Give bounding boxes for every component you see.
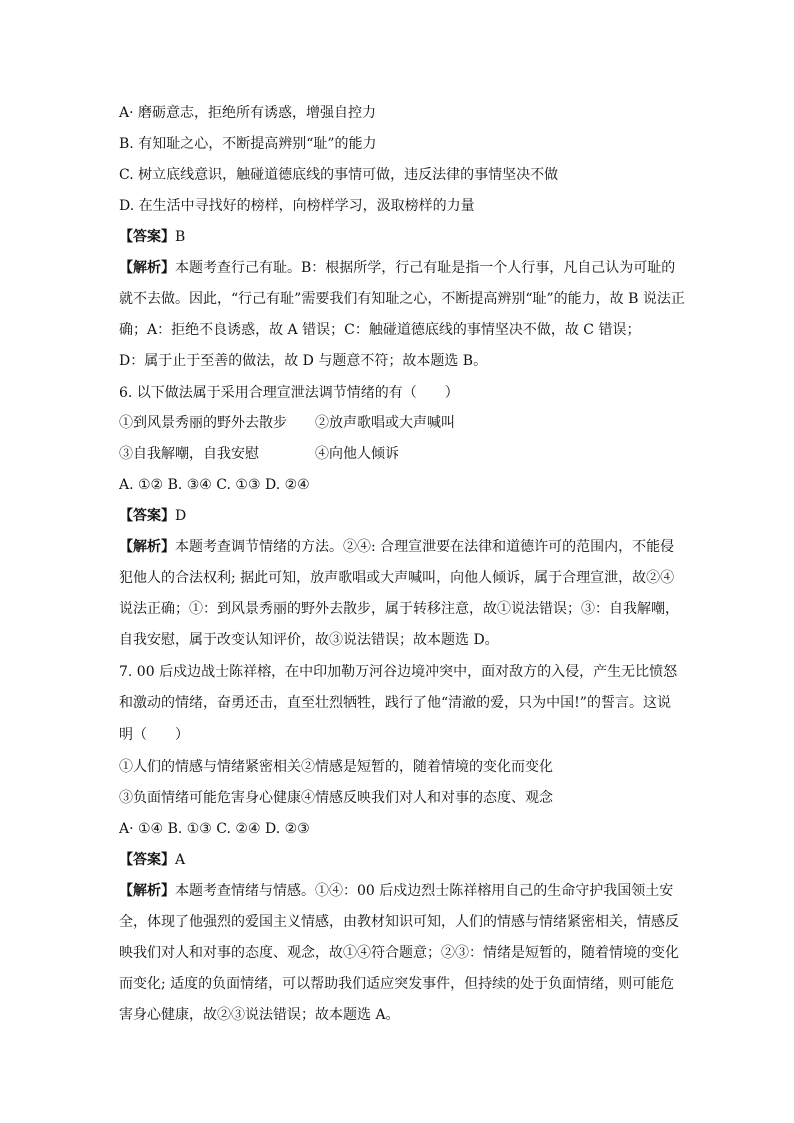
q7-analysis-line: 全，体现了他强烈的爱国主义情感，由教材知识可知，人们的情感与情绪紧密相关，情感反 [119, 914, 679, 930]
q6-items-row2: ③自我解嘲，自我安慰 ④向他人倾诉 [119, 446, 399, 462]
q7-stem-line: 7. 00 后戍边战士陈祥榕，在中印加勒万河谷边境冲突中，面对敌方的入侵，产生无比愤怒 [119, 664, 678, 680]
q5-option-d: D. 在生活中寻找好的榜样，向榜样学习，汲取榜样的力量 [119, 198, 475, 214]
q5-analysis-line: 确；A：拒绝不良诱惑，故 A 错误；C：触碰道德底线的事情坚决不做，故 C 错误； [119, 322, 641, 338]
analysis-label: 【解析】 [119, 883, 175, 899]
analysis-text: 本题考查调节情绪的方法。②④: 合理宣泄要在法律和道德许可的范围内，不能侵 [175, 539, 675, 555]
q7-items-row2: ③负面情绪可能危害身心健康④情感反映我们对人和对事的态度、观念 [119, 790, 553, 806]
q7-answer [119, 850, 679, 870]
q6-stem: 6. 以下做法属于采用合理宣泄法调节情绪的有（ ） [119, 385, 459, 401]
q7-analysis-line: 而变化; 适度的负面情绪，可以帮助我们适应突发事件，但持续的处于负面情绪，则可能危 [119, 976, 675, 992]
q7-stem-line: 明（ ） [119, 727, 189, 743]
q6-items-row1: ①到风景秀丽的野外去散步 ②放声歌唱或大声喊叫 [119, 415, 455, 431]
answer-value: D [175, 508, 187, 524]
analysis-text: 本题考查情绪与情感。①④：00 后戍边烈士陈祥榕用自己的生命守护我国领土安 [175, 883, 674, 899]
analysis-text: 本题考查行己有耻。B：根据所学，行己有耻是指一个人行事，凡自己认为可耻的 [175, 260, 676, 276]
q6-answer [119, 506, 679, 526]
q5-answer [119, 227, 679, 247]
q5-analysis-line: D：属于止于至善的做法，故 D 与题意不符；故本题选 B。 [119, 353, 488, 369]
q7-analysis-line: 害身心健康，故②③说法错误；故本题选 A。 [119, 1007, 400, 1023]
analysis-label: 【解析】 [119, 539, 175, 555]
q5-option-a: A· 磨砺意志，拒绝所有诱惑，增强自控力 [119, 105, 377, 121]
q6-analysis-line: 自我安慰，属于改变认知评价，故③说法错误；故本题选 D。 [119, 632, 499, 648]
q6-analysis-line [119, 537, 679, 557]
q7-analysis-line: 映我们对人和对事的态度、观念，故①④符合题意；②③：情绪是短暂的，随着情境的变化 [119, 945, 679, 961]
q6-analysis-line: 犯他人的合法权利; 据此可知，放声歌唱或大声喊叫，向他人倾诉，属于合理宣泄，故②④ [119, 570, 675, 586]
q5-option-c: C. 树立底线意识，触碰道德底线的事情可做，违反法律的事情坚决不做 [119, 167, 559, 183]
analysis-label: 【解析】 [119, 260, 175, 276]
q5-option-b: B. 有知耻之心，不断提高辨别“耻”的能力 [119, 136, 377, 152]
q6-choices: A. ①② B. ③④ C. ①③ D. ②④ [119, 477, 310, 493]
q7-items-row1: ①人们的情感与情绪紧密相关②情感是短暂的，随着情境的变化而变化 [119, 759, 553, 775]
q6-analysis-line: 说法正确；①：到风景秀丽的野外去散步，属于转移注意，故①说法错误；③：自我解嘲， [119, 601, 679, 617]
answer-value: A [175, 852, 186, 868]
answer-value: B [175, 229, 186, 245]
answer-label: 【答案】 [119, 852, 175, 868]
q5-analysis-line: 就不去做。因此，“行己有耻”需要我们有知耻之心，不断提高辨别“耻”的能力，故 B 说法正 [119, 291, 685, 307]
answer-label: 【答案】 [119, 229, 175, 245]
answer-label: 【答案】 [119, 508, 175, 524]
q7-analysis-line [119, 881, 679, 901]
q5-analysis-line [119, 258, 679, 278]
q7-stem-line: 和激动的情绪，奋勇还击，直至壮烈牺牲，践行了他“清澈的爱，只为中国!”的誓言。这说 [119, 695, 671, 711]
q7-choices: A· ①④ B. ①③ C. ②④ D. ②③ [119, 821, 310, 837]
